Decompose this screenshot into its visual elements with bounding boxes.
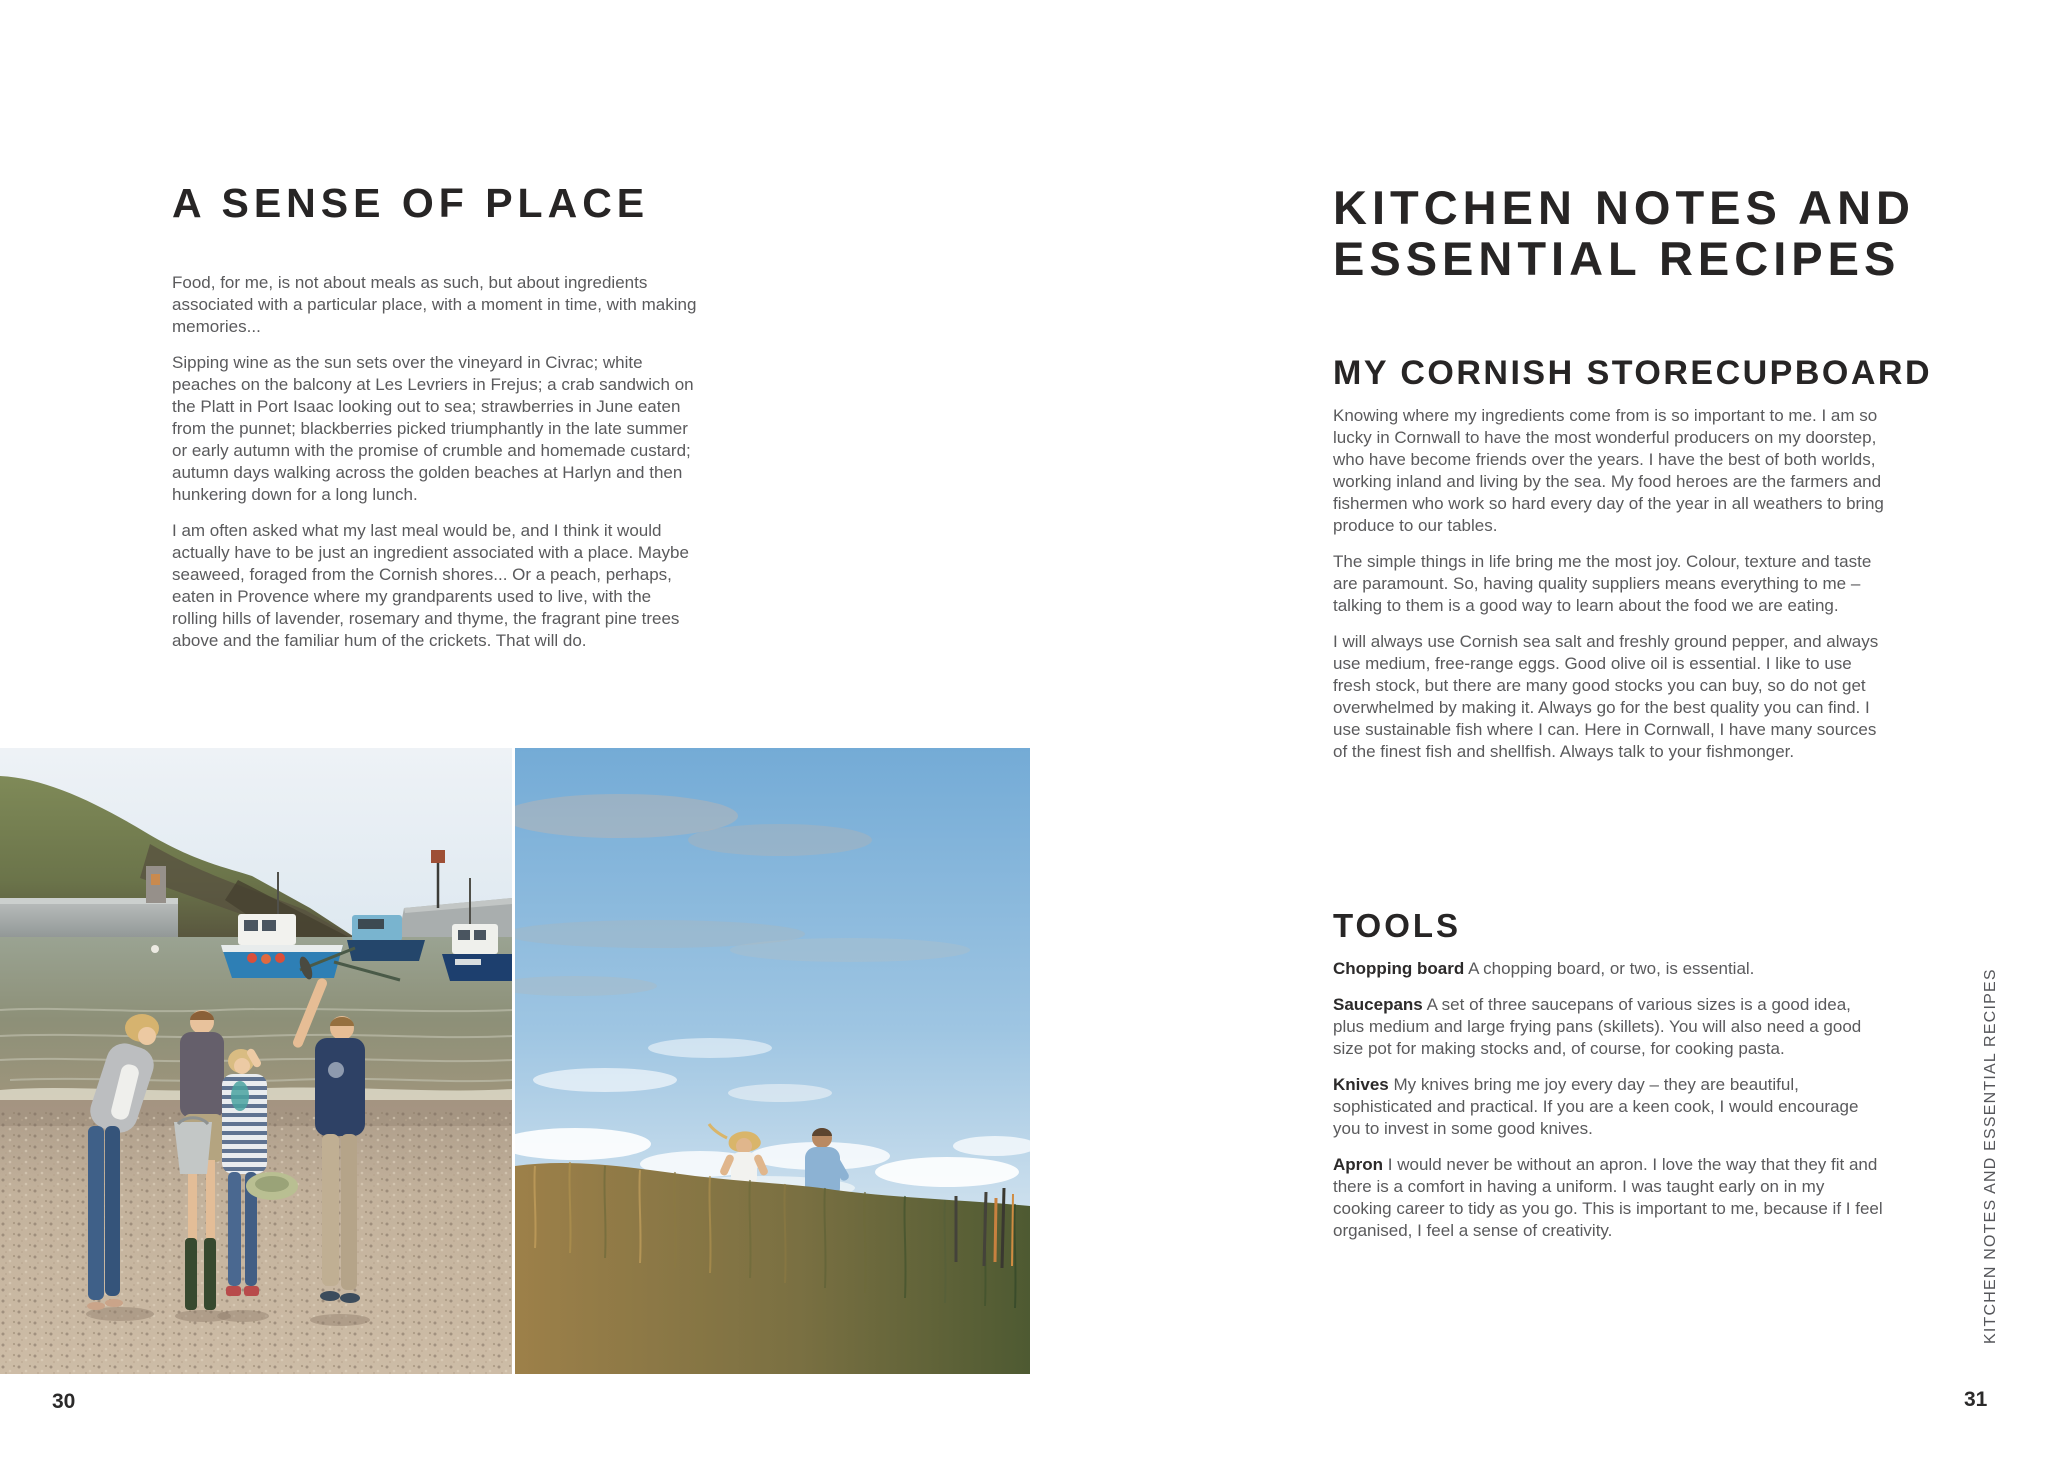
page-number-left: 30 [52,1390,76,1413]
storecupboard-heading: MY CORNISH STORECUPBOARD [1333,354,1933,392]
chapter-sidebar-label: KITCHEN NOTES AND ESSENTIAL RECIPES [1982,968,1999,1344]
tool-term: Saucepans [1333,995,1423,1014]
left-paragraph: Sipping wine as the sun sets over the vineyard in Civrac; white peaches on the balcony at Les Levriers in Frejus; a crab sandwich on the Platt in Port Isaac looking out to sea; strawberries in June eaten from the punnet; blackberries picked triumphantly in the late summer or early autumn with the promise of crumble and homemade custard; autumn days walking across the golden beaches at Harlyn and then hunkering down for a long lunch. [172,353,694,504]
storecupboard-paragraph: I will always use Cornish sea salt and freshly ground pepper, and always use medium, free-range eggs. Good olive oil is essential. I like to use fresh stock, but there are many good stocks you can buy, so do not get overwhelmed by making it. Always go for the best quality you can find. I use sustainable fish where I can. Here in Cornwall, I have many sources of the finest fish and shellfish. Always talk to your fishmonger. [1333,632,1879,761]
tool-description: A chopping board, or two, is essential. [1468,959,1755,978]
harbour-photo-illustration [0,748,512,1374]
tool-term: Chopping board [1333,959,1465,978]
left-page-body [172,272,699,666]
dunes-photo-illustration [515,748,1030,1374]
page-number-right: 31 [1964,1388,1988,1411]
tool-description: My knives bring me joy every day – they are beautiful, sophisticated and practical. If you are a keen cook, I would encourage you to invest in some good knives. [1333,1075,1859,1138]
left-paragraph: I am often asked what my last meal would be, and I think it would actually have to be just an ingredient associated with a place. Maybe seaweed, foraged from the Cornish shores... Or a peach, perhaps, eaten in Provence where my grandparents used to live, with the rolling hills of lavender, rosemary and thyme, the fragrant pine trees above and the familiar hum of the crickets. That will do. [172,521,689,650]
left-page-title: A SENSE OF PLACE [172,180,650,226]
tool-description: I would never be without an apron. I love the way that they fit and there is a comfort in having a uniform. I was taught early on in my cooking career to tidy as you go. This is important to me, because if I feel organised, I feel a sense of creativity. [1333,1155,1883,1240]
tools-list [1333,958,1885,1256]
storecupboard-paragraph: Knowing where my ingredients come from is so important to me. I am so lucky in Cornwall to have the most wonderful producers on my doorstep, who have become friends over the years. I have the best of both worlds, working inland and living by the sea. My food heroes are the farmers and fishermen who work so hard every day of the year in all weathers to bring produce to our tables. [1333,406,1884,535]
tool-entry [1333,1074,1885,1140]
tool-term: Knives [1333,1075,1389,1094]
tools-heading: TOOLS [1333,907,1462,944]
tool-entry [1333,1154,1885,1242]
tool-term: Apron [1333,1155,1384,1174]
left-paragraph: Food, for me, is not about meals as such, but about ingredients associated with a particular place, with a moment in time, with making memories... [172,273,697,336]
storecupboard-paragraph: The simple things in life bring me the most joy. Colour, texture and taste are paramount. So, having quality suppliers means everything to me – talking to them is a good way to learn about the food we are eating. [1333,552,1872,615]
dunes-photo [515,748,1030,1374]
right-page-title-line2: ESSENTIAL RECIPES [1333,232,1901,285]
harbour-photo [0,748,512,1374]
tool-entry [1333,958,1885,980]
tool-description: A set of three saucepans of various sizes is a good idea, plus medium and large frying pans (skillets). You will also need a good size pot for making stocks and, of course, for cooking pasta. [1333,995,1862,1058]
tool-entry [1333,994,1885,1060]
right-page-title [1333,182,1915,284]
storecupboard-body [1333,405,1885,777]
right-page-title-line1: KITCHEN NOTES AND [1333,181,1915,234]
